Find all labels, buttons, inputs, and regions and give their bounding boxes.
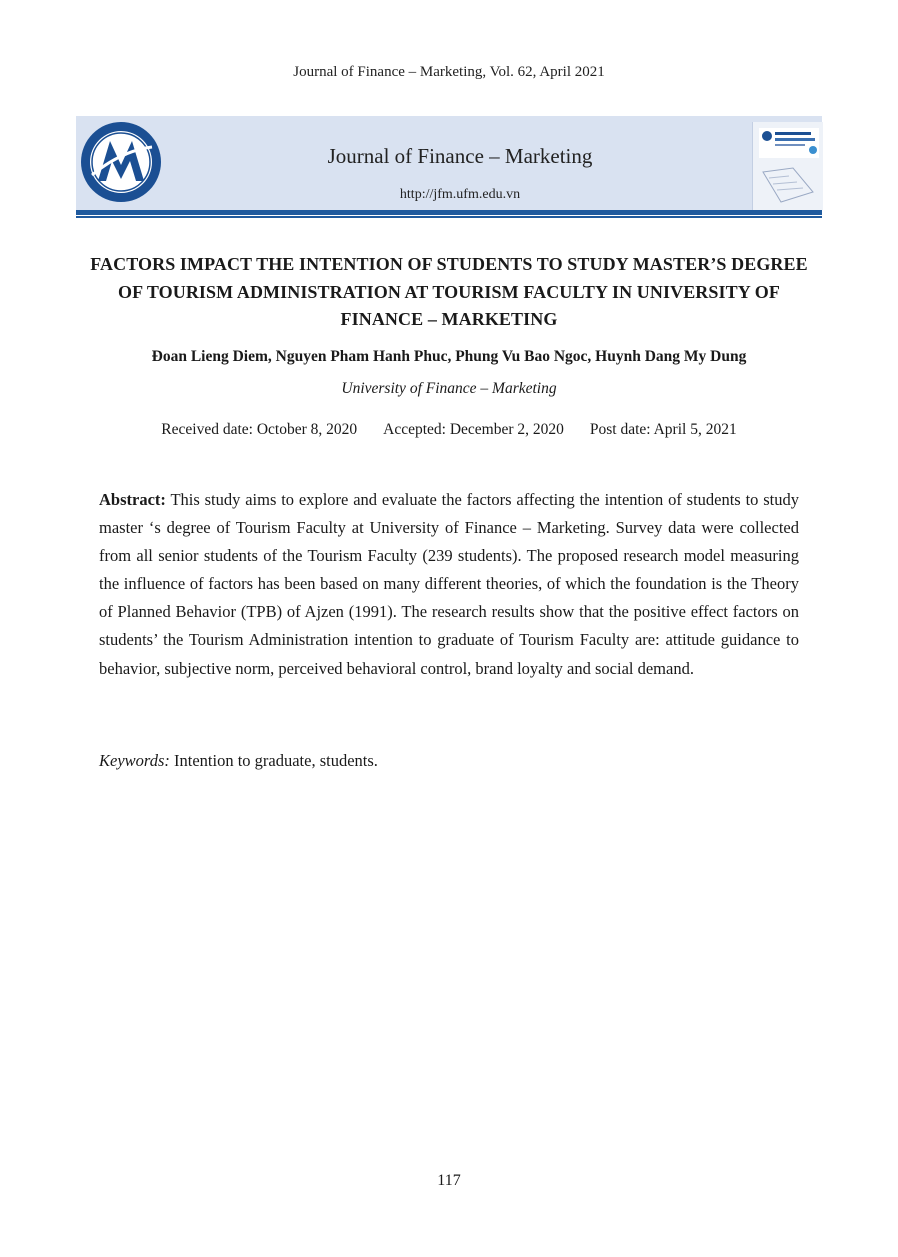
journal-name: Journal of Finance – Marketing — [327, 144, 593, 168]
university-logo-icon — [80, 121, 162, 203]
keywords-text: Intention to graduate, students. — [174, 751, 378, 770]
page-number: 117 — [437, 1172, 461, 1189]
author-affiliation: University of Finance – Marketing — [341, 380, 557, 397]
abstract — [99, 486, 799, 683]
keywords-label: Keywords: — [99, 751, 170, 770]
received-date: Received date: October 8, 2020 — [161, 421, 358, 438]
accepted-date: Accepted: December 2, 2020 — [383, 421, 564, 438]
keywords — [99, 751, 799, 771]
author-list: Đoan Lieng Diem, Nguyen Pham Hanh Phuc, Phung Vu Bao Ngoc, Huynh Dang My Dung — [151, 348, 747, 365]
post-date: Post date: April 5, 2021 — [589, 421, 737, 438]
paper-title: FACTORS IMPACT THE INTENTION OF STUDENTS TO STUDY MASTER’S DEGREE OF TOURISM ADMINISTRATION AT TOURISM FACULTY IN UNIVERSITY OF FINANCE – MARKETING — [90, 254, 808, 329]
banner-rule-thin — [76, 216, 822, 218]
banner-rule — [76, 210, 822, 215]
publication-dates — [80, 421, 818, 439]
abstract-label: Abstract: — [99, 490, 166, 509]
running-header: Journal of Finance – Marketing, Vol. 62, April 2021 — [293, 64, 605, 80]
abstract-text: This study aims to explore and evaluate the factors affecting the intention of students to study master ‘s degree of Tourism Faculty at University of Finance – Marketing. Survey data were collected from all senior students of the Tourism Faculty (239 students). The proposed research model measuring the influence of factors has been based on many different theories, of which the foundation is the Theory of Planned Behavior (TPB) of Ajzen (1991). The research results show that the positive effect factors on students’ the Tourism Administration intention to graduate of Tourism Faculty are: attitude guidance to behavior, subjective norm, perceived behavioral control, brand loyalty and social demand. — [99, 490, 800, 678]
journal-cover-icon — [752, 122, 823, 210]
journal-url[interactable]: http://jfm.ufm.edu.vn — [399, 187, 521, 202]
